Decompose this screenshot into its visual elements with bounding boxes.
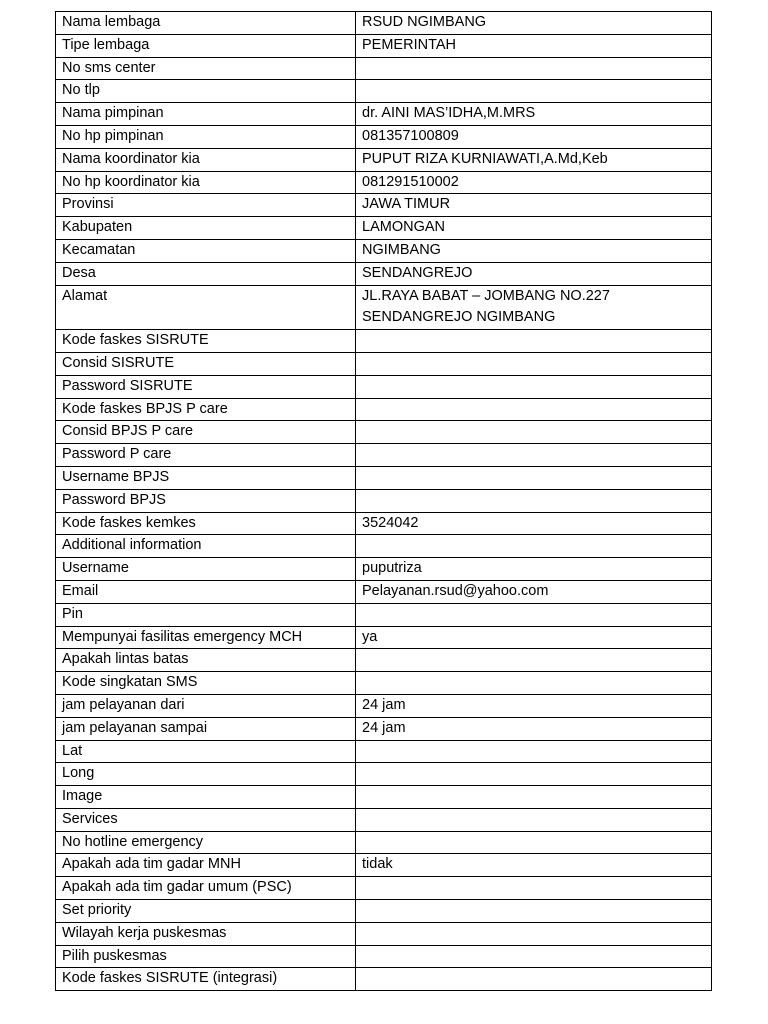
field-label: Email bbox=[56, 580, 356, 603]
table-row bbox=[56, 945, 712, 968]
field-value: ya bbox=[356, 626, 712, 649]
table-row bbox=[56, 375, 712, 398]
field-label: Services bbox=[56, 808, 356, 831]
field-value bbox=[356, 80, 712, 103]
table-row bbox=[56, 831, 712, 854]
field-value bbox=[356, 808, 712, 831]
field-label: Long bbox=[56, 763, 356, 786]
field-value: PUPUT RIZA KURNIAWATI,A.Md,Keb bbox=[356, 148, 712, 171]
field-value bbox=[356, 375, 712, 398]
field-value: 24 jam bbox=[356, 694, 712, 717]
field-value bbox=[356, 968, 712, 991]
field-label: No tlp bbox=[56, 80, 356, 103]
field-label: No sms center bbox=[56, 57, 356, 80]
field-value bbox=[356, 421, 712, 444]
field-value: dr. AINI MAS’IDHA,M.MRS bbox=[356, 103, 712, 126]
field-value bbox=[356, 57, 712, 80]
table-row bbox=[56, 398, 712, 421]
table-row bbox=[56, 57, 712, 80]
field-label: Consid BPJS P care bbox=[56, 421, 356, 444]
field-value bbox=[356, 398, 712, 421]
table-row bbox=[56, 125, 712, 148]
table-row bbox=[56, 330, 712, 353]
field-value: 081357100809 bbox=[356, 125, 712, 148]
table-row bbox=[56, 694, 712, 717]
field-value: LAMONGAN bbox=[356, 217, 712, 240]
field-label: Nama koordinator kia bbox=[56, 148, 356, 171]
field-value bbox=[356, 740, 712, 763]
table-row bbox=[56, 535, 712, 558]
field-label: Provinsi bbox=[56, 194, 356, 217]
field-value bbox=[356, 945, 712, 968]
table-row bbox=[56, 922, 712, 945]
field-value bbox=[356, 489, 712, 512]
field-value-address bbox=[356, 285, 712, 330]
field-label: Mempunyai fasilitas emergency MCH bbox=[56, 626, 356, 649]
field-label: Kode singkatan SMS bbox=[56, 672, 356, 695]
field-value: 24 jam bbox=[356, 717, 712, 740]
table-row bbox=[56, 808, 712, 831]
field-value: 081291510002 bbox=[356, 171, 712, 194]
field-value bbox=[356, 900, 712, 923]
field-value: puputriza bbox=[356, 558, 712, 581]
table-row bbox=[56, 512, 712, 535]
field-label: No hp koordinator kia bbox=[56, 171, 356, 194]
table-row bbox=[56, 558, 712, 581]
field-value: 3524042 bbox=[356, 512, 712, 535]
field-label: Set priority bbox=[56, 900, 356, 923]
field-label: No hotline emergency bbox=[56, 831, 356, 854]
table-row bbox=[56, 626, 712, 649]
table-row bbox=[56, 80, 712, 103]
table-body bbox=[56, 12, 712, 991]
table-row bbox=[56, 900, 712, 923]
table-row bbox=[56, 444, 712, 467]
field-label: No hp pimpinan bbox=[56, 125, 356, 148]
field-value bbox=[356, 535, 712, 558]
field-value bbox=[356, 649, 712, 672]
table-row bbox=[56, 103, 712, 126]
field-label: Kode faskes SISRUTE (integrasi) bbox=[56, 968, 356, 991]
field-label: Pilih puskesmas bbox=[56, 945, 356, 968]
field-label: Lat bbox=[56, 740, 356, 763]
table-row bbox=[56, 580, 712, 603]
table-row bbox=[56, 352, 712, 375]
table-row bbox=[56, 148, 712, 171]
field-label: Alamat bbox=[56, 285, 356, 330]
field-label: Kode faskes kemkes bbox=[56, 512, 356, 535]
field-label: Username bbox=[56, 558, 356, 581]
table-row bbox=[56, 854, 712, 877]
field-label: Password P care bbox=[56, 444, 356, 467]
table-row bbox=[56, 763, 712, 786]
table-row bbox=[56, 786, 712, 809]
table-row bbox=[56, 421, 712, 444]
field-value bbox=[356, 603, 712, 626]
field-label: jam pelayanan sampai bbox=[56, 717, 356, 740]
field-label: Apakah ada tim gadar MNH bbox=[56, 854, 356, 877]
table-row-address bbox=[56, 285, 712, 330]
field-label: Apakah lintas batas bbox=[56, 649, 356, 672]
field-label: Nama pimpinan bbox=[56, 103, 356, 126]
table-row bbox=[56, 877, 712, 900]
field-label: Additional information bbox=[56, 535, 356, 558]
institution-data-table bbox=[55, 11, 712, 991]
field-label: jam pelayanan dari bbox=[56, 694, 356, 717]
field-label: Image bbox=[56, 786, 356, 809]
field-label: Tipe lembaga bbox=[56, 34, 356, 57]
field-value: SENDANGREJO bbox=[356, 262, 712, 285]
field-value: Pelayanan.rsud@yahoo.com bbox=[356, 580, 712, 603]
table-row bbox=[56, 603, 712, 626]
field-value bbox=[356, 466, 712, 489]
table-row bbox=[56, 194, 712, 217]
field-value: NGIMBANG bbox=[356, 239, 712, 262]
field-label: Password SISRUTE bbox=[56, 375, 356, 398]
field-value bbox=[356, 922, 712, 945]
table-row bbox=[56, 672, 712, 695]
field-label: Wilayah kerja puskesmas bbox=[56, 922, 356, 945]
address-line-1: JL.RAYA BABAT – JOMBANG NO.227 bbox=[362, 287, 610, 304]
field-value bbox=[356, 786, 712, 809]
table-row bbox=[56, 489, 712, 512]
table-row bbox=[56, 217, 712, 240]
field-label: Pin bbox=[56, 603, 356, 626]
field-value bbox=[356, 831, 712, 854]
field-value bbox=[356, 672, 712, 695]
field-label: Kode faskes BPJS P care bbox=[56, 398, 356, 421]
field-label: Kecamatan bbox=[56, 239, 356, 262]
table-row bbox=[56, 239, 712, 262]
field-value bbox=[356, 444, 712, 467]
table-row bbox=[56, 12, 712, 35]
field-value: PEMERINTAH bbox=[356, 34, 712, 57]
field-label: Desa bbox=[56, 262, 356, 285]
field-label: Consid SISRUTE bbox=[56, 352, 356, 375]
field-label: Kabupaten bbox=[56, 217, 356, 240]
table-row bbox=[56, 466, 712, 489]
field-label: Nama lembaga bbox=[56, 12, 356, 35]
field-value: tidak bbox=[356, 854, 712, 877]
field-value bbox=[356, 763, 712, 786]
table-row bbox=[56, 262, 712, 285]
field-label: Kode faskes SISRUTE bbox=[56, 330, 356, 353]
field-label: Password BPJS bbox=[56, 489, 356, 512]
field-value bbox=[356, 352, 712, 375]
table-row bbox=[56, 171, 712, 194]
field-label: Username BPJS bbox=[56, 466, 356, 489]
table-row bbox=[56, 968, 712, 991]
address-line-2: SENDANGREJO NGIMBANG bbox=[362, 309, 556, 326]
field-value: JAWA TIMUR bbox=[356, 194, 712, 217]
document-page bbox=[55, 11, 711, 991]
table-row bbox=[56, 34, 712, 57]
field-label: Apakah ada tim gadar umum (PSC) bbox=[56, 877, 356, 900]
table-row bbox=[56, 717, 712, 740]
table-row bbox=[56, 740, 712, 763]
field-value bbox=[356, 330, 712, 353]
field-value: RSUD NGIMBANG bbox=[356, 12, 712, 35]
field-value bbox=[356, 877, 712, 900]
table-row bbox=[56, 649, 712, 672]
